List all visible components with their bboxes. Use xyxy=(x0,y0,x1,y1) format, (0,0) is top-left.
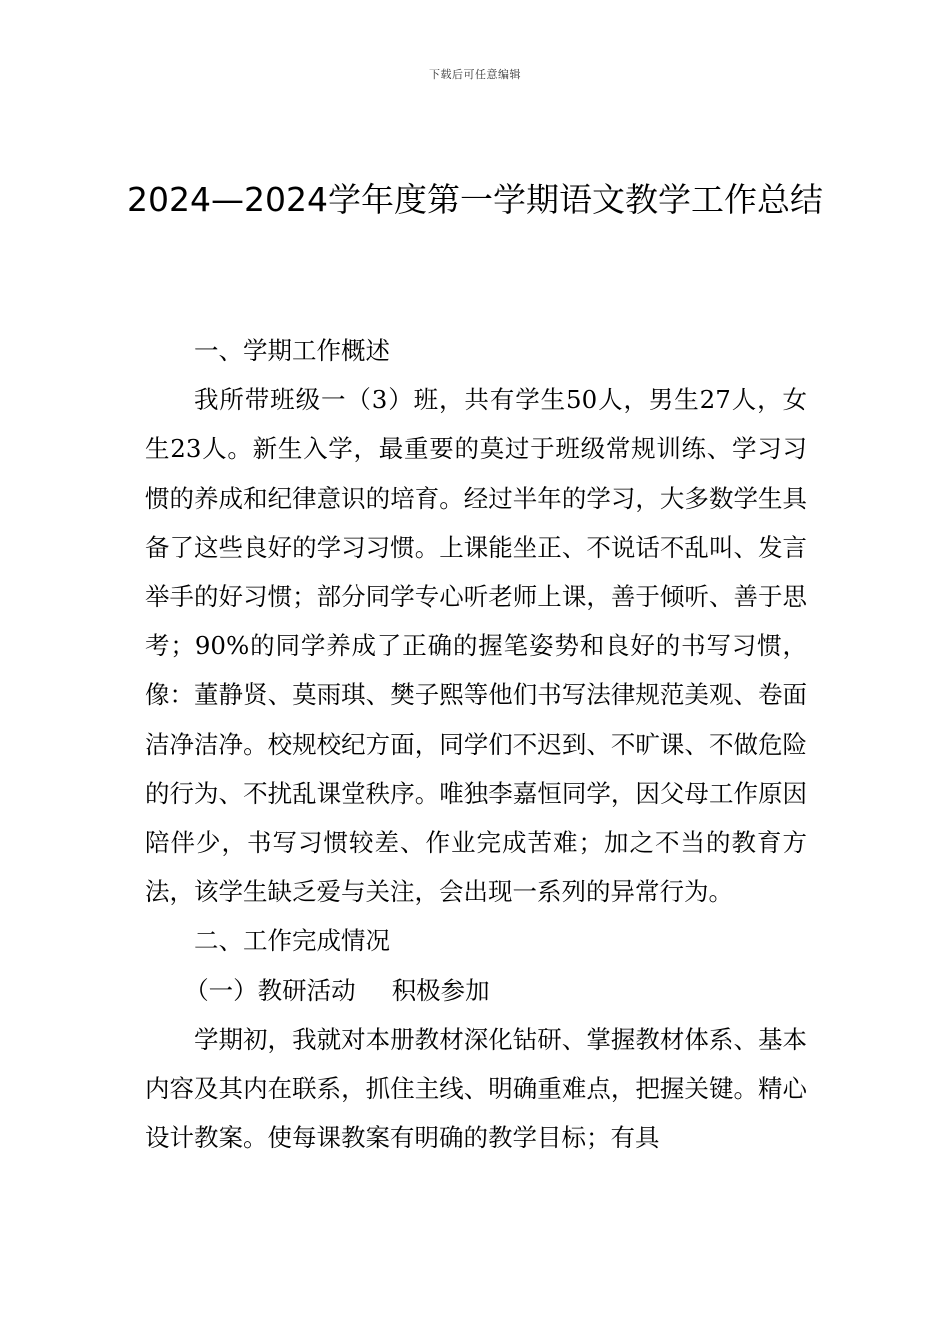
subsection-heading xyxy=(145,966,807,1015)
subsection-paragraph: 学期初，我就对本册教材深化钻研、掌握教材体系、基本内容及其内在联系，抓住主线、明确重难点，把握关键。精心设计教案。使每课教案有明确的教学目标；有具 xyxy=(145,1024,807,1153)
document-title: 2024—2024学年度第一学期语文教学工作总结 xyxy=(127,180,823,219)
page-header-note: 下载后可任意编辑 xyxy=(429,68,521,81)
subsection-heading-note: 积极参加 xyxy=(391,975,490,1005)
document-body xyxy=(145,326,807,1162)
section-heading: 二、工作完成情况 xyxy=(194,926,390,956)
subsection-heading-topic: （一）教研活动 xyxy=(184,975,356,1005)
section-heading: 一、学期工作概述 xyxy=(194,336,390,365)
section-paragraph: 我所带班级一（3）班，共有学生50人，男生27人，女生23人。新生入学，最重要的莫过于班级常规训练、学习习惯的养成和纪律意识的培育。经过半年的学习，大多数学生具备了这些良好的学习习惯。上课能坐正、不说话不乱叫、发言举手的好习惯；部分同学专心听老师上课，善于倾听、善于思考；90%的同学养成了正确的握笔姿势和良好的书写习惯，像：董静贤、莫雨琪、樊子熙等他们书写法律规范美观、卷面洁净洁净。校规校纪方面，同学们不迟到、不旷课、不做危险的行为、不扰乱课堂秩序。唯独李嘉恒同学，因父母工作原因陪伴少，书写习惯较差、作业完成苦难；加之不当的教育方法，该学生缺乏爱与关注，会出现一系列的异常行为。 xyxy=(145,385,807,907)
